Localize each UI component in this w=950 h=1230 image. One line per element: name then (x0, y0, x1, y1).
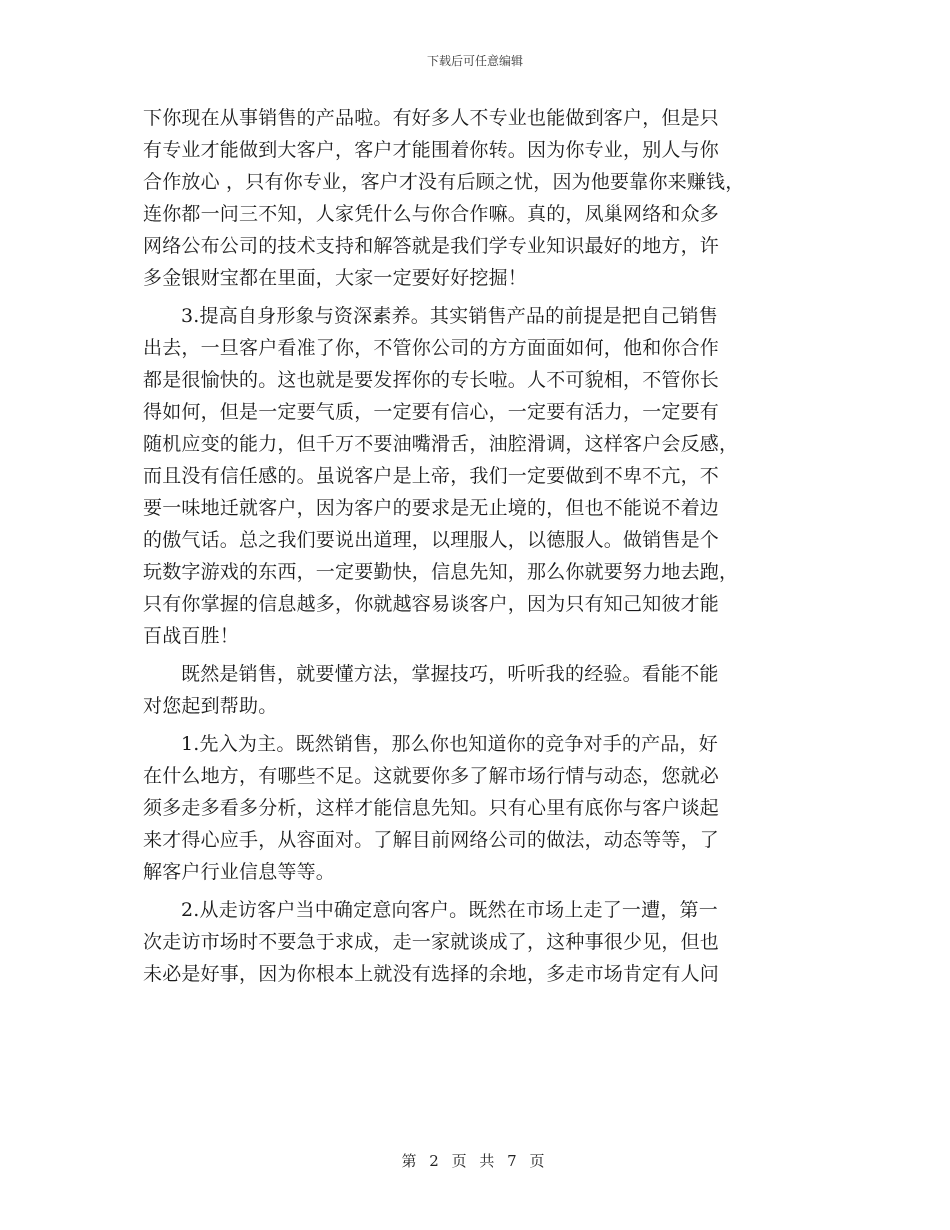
text-line: 出去，一旦客户看准了你，不管你公司的方方面面如何，他和你合作 (143, 337, 720, 359)
text-line: 次走访市场时不要急于求成，走一家就谈成了，这种事很少见，但也 (143, 931, 720, 953)
text-line: 1.先入为主。既然销售，那么你也知道你的竞争对手的产品，好 (181, 733, 718, 755)
text-line: 合作放心 ，只有你专业，客户才没有后顾之忧，因为他要靠你来赚钱， (143, 171, 745, 193)
paragraph-4 (143, 728, 813, 888)
text-line: 随机应变的能力，但千万不要油嘴滑舌，油腔滑调，这样客户会反感， (143, 433, 739, 455)
text-line: 下你现在从事销售的产品啦。有好多人不专业也能做到客户，但是只 (143, 107, 720, 129)
text-line: 2.从走访客户当中确定意向客户。既然在市场上走了一遭，第一 (181, 899, 718, 921)
text-line: 解客户行业信息等等。 (143, 861, 336, 883)
text-line: 多金银财宝都在里面，大家一定要好好挖掘！ (143, 267, 528, 289)
text-line: 须多走多看多分析，这样才能信息先知。只有心里有底你与客户谈起 (143, 797, 720, 819)
text-line: 的傲气话。总之我们要说出道理，以理服人，以德服人。做销售是个 (143, 529, 720, 551)
text-line: 而且没有信任感的。虽说客户是上帝，我们一定要做到不卑不亢，不 (143, 465, 720, 487)
text-line: 对您起到帮助。 (143, 695, 278, 717)
text-line: 在什么地方，有哪些不足。这就要你多了解市场行情与动态，您就必 (143, 765, 720, 787)
text-line: 只有你掌握的信息越多，你就越容易谈客户，因为只有知己知彼才能 (143, 593, 720, 615)
document-body (143, 102, 813, 996)
paragraph-2 (143, 300, 813, 652)
paragraph-5 (143, 894, 813, 990)
text-line: 玩数字游戏的东西，一定要勤快，信息先知，那么你就要努力地去跑， (143, 561, 739, 583)
text-line: 百战百胜！ (143, 625, 240, 647)
text-line: 来才得心应手，从容面对。了解目前网络公司的做法，动态等等，了 (143, 829, 720, 851)
text-line: 都是很愉快的。这也就是要发挥你的专长啦。人不可貌相，不管你长 (143, 369, 720, 391)
text-line: 既然是销售，就要懂方法，掌握技巧，听听我的经验。看能不能 (181, 663, 719, 685)
text-line: 要一味地迁就客户，因为客户的要求是无止境的，但也不能说不着边 (143, 497, 720, 519)
text-line: 3.提高自身形象与资深素养。其实销售产品的前提是把自己销售 (181, 305, 718, 327)
paragraph-3 (143, 658, 813, 722)
page-header: 下载后可任意编辑 (426, 54, 523, 68)
text-line: 得如何，但是一定要气质，一定要有信心，一定要有活力，一定要有 (143, 401, 720, 423)
text-line: 未必是好事，因为你根本上就没有选择的余地，多走市场肯定有人问 (143, 963, 720, 985)
page-number-footer: 第 2 页 共 7 页 (401, 1152, 549, 1170)
text-line: 有专业才能做到大客户，客户才能围着你转。因为你专业，别人与你 (143, 139, 720, 161)
paragraph-1 (143, 102, 813, 294)
text-line: 网络公布公司的技术支持和解答就是我们学专业知识最好的地方，许 (143, 235, 720, 257)
text-line: 连你都一问三不知，人家凭什么与你合作嘛。真的，凤巢网络和众多 (143, 203, 720, 225)
